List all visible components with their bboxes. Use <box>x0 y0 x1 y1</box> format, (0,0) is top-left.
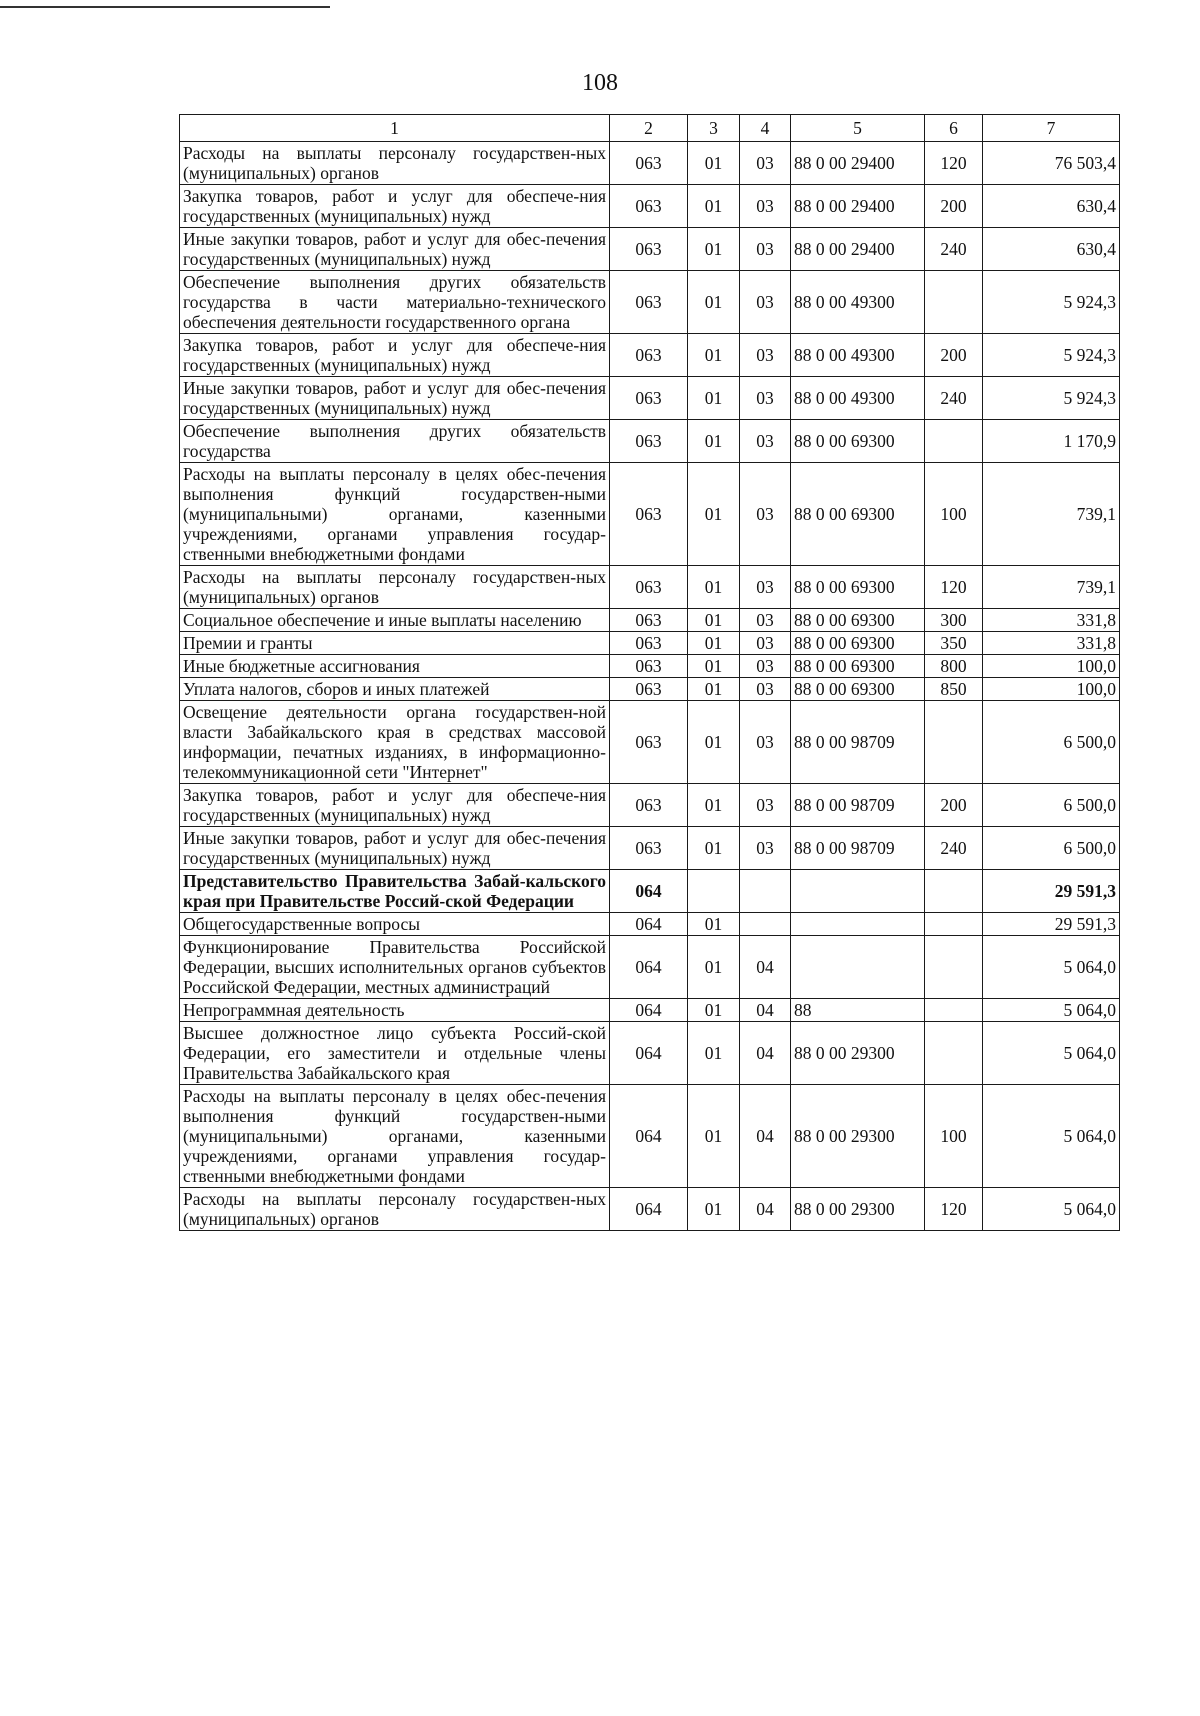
budget-table <box>179 114 1120 1231</box>
table-row <box>180 609 1120 632</box>
column-header: 1 <box>180 115 610 142</box>
row-expense-type: 120 <box>925 1188 983 1231</box>
row-glava-code: 063 <box>610 609 688 632</box>
row-target-article: 88 0 00 98709 <box>791 701 925 784</box>
row-amount: 630,4 <box>983 228 1120 271</box>
table-row <box>180 870 1120 913</box>
table-row <box>180 701 1120 784</box>
row-section-code: 01 <box>688 913 740 936</box>
row-amount: 331,8 <box>983 632 1120 655</box>
row-section-code: 01 <box>688 999 740 1022</box>
row-glava-code: 064 <box>610 936 688 999</box>
row-amount: 29 591,3 <box>983 913 1120 936</box>
row-subsection-code: 03 <box>740 377 791 420</box>
row-expense-type: 300 <box>925 609 983 632</box>
row-section-code: 01 <box>688 334 740 377</box>
row-section-code <box>688 870 740 913</box>
row-glava-code: 064 <box>610 1022 688 1085</box>
row-expense-type <box>925 913 983 936</box>
row-target-article: 88 0 00 69300 <box>791 463 925 566</box>
row-glava-code: 063 <box>610 377 688 420</box>
row-glava-code: 063 <box>610 632 688 655</box>
row-amount: 630,4 <box>983 185 1120 228</box>
row-expense-type <box>925 870 983 913</box>
row-expense-type: 100 <box>925 1085 983 1188</box>
row-amount: 331,8 <box>983 609 1120 632</box>
row-description: Освещение деятельности органа государствен-ной власти Забайкальского края в средствах массовой информации, печатных изданиях, в информационно-телекоммуникационной сети "Интернет" <box>180 701 610 784</box>
row-subsection-code <box>740 870 791 913</box>
row-amount: 5 924,3 <box>983 334 1120 377</box>
table-row <box>180 334 1120 377</box>
row-glava-code: 063 <box>610 463 688 566</box>
row-subsection-code: 03 <box>740 228 791 271</box>
table-row <box>180 827 1120 870</box>
row-amount: 6 500,0 <box>983 827 1120 870</box>
row-glava-code: 063 <box>610 701 688 784</box>
row-glava-code: 064 <box>610 1085 688 1188</box>
row-glava-code: 063 <box>610 420 688 463</box>
row-section-code: 01 <box>688 566 740 609</box>
row-target-article: 88 0 00 29300 <box>791 1022 925 1085</box>
row-amount: 5 064,0 <box>983 999 1120 1022</box>
row-section-code: 01 <box>688 784 740 827</box>
row-amount: 5 924,3 <box>983 271 1120 334</box>
row-expense-type: 120 <box>925 566 983 609</box>
row-subsection-code: 03 <box>740 784 791 827</box>
header-row <box>180 115 1120 142</box>
row-section-code: 01 <box>688 632 740 655</box>
row-expense-type: 100 <box>925 463 983 566</box>
row-target-article <box>791 913 925 936</box>
table-row <box>180 463 1120 566</box>
row-target-article <box>791 936 925 999</box>
top-rule <box>0 6 330 8</box>
row-target-article: 88 0 00 69300 <box>791 609 925 632</box>
row-target-article: 88 0 00 29400 <box>791 228 925 271</box>
row-section-code: 01 <box>688 1022 740 1085</box>
table-body <box>180 142 1120 1231</box>
row-target-article: 88 0 00 69300 <box>791 420 925 463</box>
table-row <box>180 271 1120 334</box>
column-header: 3 <box>688 115 740 142</box>
row-section-code: 01 <box>688 271 740 334</box>
row-glava-code: 064 <box>610 913 688 936</box>
table-row <box>180 185 1120 228</box>
row-subsection-code: 03 <box>740 655 791 678</box>
row-description: Иные закупки товаров, работ и услуг для обес-печения государственных (муниципальных) нужд <box>180 827 610 870</box>
row-subsection-code: 03 <box>740 632 791 655</box>
row-target-article: 88 0 00 29300 <box>791 1085 925 1188</box>
row-target-article: 88 0 00 49300 <box>791 271 925 334</box>
column-header: 4 <box>740 115 791 142</box>
row-glava-code: 063 <box>610 678 688 701</box>
row-expense-type: 120 <box>925 142 983 185</box>
row-amount: 29 591,3 <box>983 870 1120 913</box>
row-expense-type <box>925 701 983 784</box>
table-row <box>180 632 1120 655</box>
row-glava-code: 064 <box>610 999 688 1022</box>
row-target-article: 88 0 00 49300 <box>791 377 925 420</box>
row-description: Уплата налогов, сборов и иных платежей <box>180 678 610 701</box>
row-expense-type: 200 <box>925 784 983 827</box>
column-header: 6 <box>925 115 983 142</box>
row-expense-type: 800 <box>925 655 983 678</box>
row-subsection-code: 03 <box>740 142 791 185</box>
row-section-code: 01 <box>688 377 740 420</box>
row-subsection-code: 03 <box>740 566 791 609</box>
page-number: 108 <box>582 70 618 96</box>
row-description: Расходы на выплаты персоналу государствен-ных (муниципальных) органов <box>180 142 610 185</box>
row-expense-type <box>925 999 983 1022</box>
row-section-code: 01 <box>688 463 740 566</box>
row-subsection-code: 03 <box>740 463 791 566</box>
row-target-article: 88 0 00 69300 <box>791 678 925 701</box>
row-amount: 6 500,0 <box>983 701 1120 784</box>
row-target-article <box>791 870 925 913</box>
row-description: Высшее должностное лицо субъекта Россий-ской Федерации, его заместители и отдельные члены Правительства Забайкальского края <box>180 1022 610 1085</box>
table-row <box>180 678 1120 701</box>
row-description: Закупка товаров, работ и услуг для обеспече-ния государственных (муниципальных) нужд <box>180 784 610 827</box>
row-glava-code: 063 <box>610 566 688 609</box>
row-description: Закупка товаров, работ и услуг для обеспече-ния государственных (муниципальных) нужд <box>180 185 610 228</box>
row-expense-type: 200 <box>925 185 983 228</box>
row-glava-code: 064 <box>610 870 688 913</box>
row-subsection-code: 04 <box>740 1022 791 1085</box>
row-amount: 739,1 <box>983 566 1120 609</box>
row-glava-code: 063 <box>610 334 688 377</box>
row-amount: 100,0 <box>983 678 1120 701</box>
row-description: Закупка товаров, работ и услуг для обеспече-ния государственных (муниципальных) нужд <box>180 334 610 377</box>
table-row <box>180 655 1120 678</box>
row-description: Расходы на выплаты персоналу в целях обес-печения выполнения функций государствен-ными (муниципальными) органами, казенными учреждениями, органами управления государ-ственными внебюджетными фондами <box>180 1085 610 1188</box>
row-amount: 5 064,0 <box>983 1085 1120 1188</box>
row-expense-type: 350 <box>925 632 983 655</box>
row-glava-code: 063 <box>610 271 688 334</box>
row-subsection-code: 03 <box>740 678 791 701</box>
table-row <box>180 1188 1120 1231</box>
row-target-article: 88 0 00 29300 <box>791 1188 925 1231</box>
row-description: Расходы на выплаты персоналу в целях обес-печения выполнения функций государствен-ными (муниципальными) органами, казенными учреждениями, органами управления государ-ственными внебюджетными фондами <box>180 463 610 566</box>
table-row <box>180 936 1120 999</box>
row-expense-type: 240 <box>925 228 983 271</box>
row-glava-code: 063 <box>610 185 688 228</box>
row-amount: 100,0 <box>983 655 1120 678</box>
table-row <box>180 784 1120 827</box>
table-row <box>180 142 1120 185</box>
row-section-code: 01 <box>688 1188 740 1231</box>
row-description: Функционирование Правительства Российской Федерации, высших исполнительных органов субъектов Российской Федерации, местных администраций <box>180 936 610 999</box>
row-section-code: 01 <box>688 185 740 228</box>
row-amount: 6 500,0 <box>983 784 1120 827</box>
row-description: Социальное обеспечение и иные выплаты населению <box>180 609 610 632</box>
column-header: 2 <box>610 115 688 142</box>
row-target-article: 88 0 00 98709 <box>791 827 925 870</box>
row-subsection-code: 03 <box>740 420 791 463</box>
row-section-code: 01 <box>688 1085 740 1188</box>
row-section-code: 01 <box>688 701 740 784</box>
row-expense-type <box>925 420 983 463</box>
row-section-code: 01 <box>688 655 740 678</box>
row-glava-code: 063 <box>610 142 688 185</box>
row-target-article: 88 0 00 69300 <box>791 566 925 609</box>
row-target-article: 88 <box>791 999 925 1022</box>
row-description: Общегосударственные вопросы <box>180 913 610 936</box>
row-subsection-code: 03 <box>740 827 791 870</box>
row-target-article: 88 0 00 69300 <box>791 632 925 655</box>
table-row <box>180 913 1120 936</box>
row-glava-code: 063 <box>610 228 688 271</box>
table-row <box>180 1085 1120 1188</box>
row-glava-code: 063 <box>610 655 688 678</box>
row-expense-type: 240 <box>925 827 983 870</box>
row-section-code: 01 <box>688 936 740 999</box>
row-description: Иные бюджетные ассигнования <box>180 655 610 678</box>
row-target-article: 88 0 00 29400 <box>791 185 925 228</box>
table-row <box>180 420 1120 463</box>
row-amount: 5 064,0 <box>983 1022 1120 1085</box>
row-section-code: 01 <box>688 827 740 870</box>
row-target-article: 88 0 00 98709 <box>791 784 925 827</box>
row-description: Расходы на выплаты персоналу государствен-ных (муниципальных) органов <box>180 1188 610 1231</box>
row-amount: 1 170,9 <box>983 420 1120 463</box>
row-description: Иные закупки товаров, работ и услуг для обес-печения государственных (муниципальных) нужд <box>180 228 610 271</box>
table-row <box>180 1022 1120 1085</box>
row-description: Расходы на выплаты персоналу государствен-ных (муниципальных) органов <box>180 566 610 609</box>
row-description: Непрограммная деятельность <box>180 999 610 1022</box>
table-row <box>180 566 1120 609</box>
row-expense-type: 200 <box>925 334 983 377</box>
row-subsection-code: 04 <box>740 936 791 999</box>
row-description: Представительство Правительства Забай-кальского края при Правительстве Россий-ской Федерации <box>180 870 610 913</box>
row-section-code: 01 <box>688 609 740 632</box>
row-expense-type: 850 <box>925 678 983 701</box>
row-description: Премии и гранты <box>180 632 610 655</box>
row-target-article: 88 0 00 29400 <box>791 142 925 185</box>
row-subsection-code: 03 <box>740 334 791 377</box>
row-target-article: 88 0 00 49300 <box>791 334 925 377</box>
row-description: Обеспечение выполнения других обязательств государства в части материально-технического обеспечения деятельности государственного органа <box>180 271 610 334</box>
table-row <box>180 377 1120 420</box>
row-expense-type <box>925 1022 983 1085</box>
row-description: Обеспечение выполнения других обязательств государства <box>180 420 610 463</box>
row-subsection-code: 04 <box>740 999 791 1022</box>
row-subsection-code: 03 <box>740 701 791 784</box>
row-subsection-code: 03 <box>740 185 791 228</box>
row-expense-type <box>925 271 983 334</box>
row-glava-code: 063 <box>610 784 688 827</box>
row-amount: 5 924,3 <box>983 377 1120 420</box>
row-amount: 739,1 <box>983 463 1120 566</box>
table-row <box>180 999 1120 1022</box>
row-expense-type <box>925 936 983 999</box>
row-target-article: 88 0 00 69300 <box>791 655 925 678</box>
column-header: 7 <box>983 115 1120 142</box>
row-amount: 5 064,0 <box>983 936 1120 999</box>
row-section-code: 01 <box>688 420 740 463</box>
table-row <box>180 228 1120 271</box>
row-amount: 76 503,4 <box>983 142 1120 185</box>
row-subsection-code: 04 <box>740 1188 791 1231</box>
row-amount: 5 064,0 <box>983 1188 1120 1231</box>
row-subsection-code: 03 <box>740 271 791 334</box>
row-section-code: 01 <box>688 142 740 185</box>
row-glava-code: 064 <box>610 1188 688 1231</box>
row-description: Иные закупки товаров, работ и услуг для обес-печения государственных (муниципальных) нужд <box>180 377 610 420</box>
column-header: 5 <box>791 115 925 142</box>
row-subsection-code: 04 <box>740 1085 791 1188</box>
row-subsection-code: 03 <box>740 609 791 632</box>
row-subsection-code <box>740 913 791 936</box>
row-section-code: 01 <box>688 228 740 271</box>
row-glava-code: 063 <box>610 827 688 870</box>
row-section-code: 01 <box>688 678 740 701</box>
row-expense-type: 240 <box>925 377 983 420</box>
